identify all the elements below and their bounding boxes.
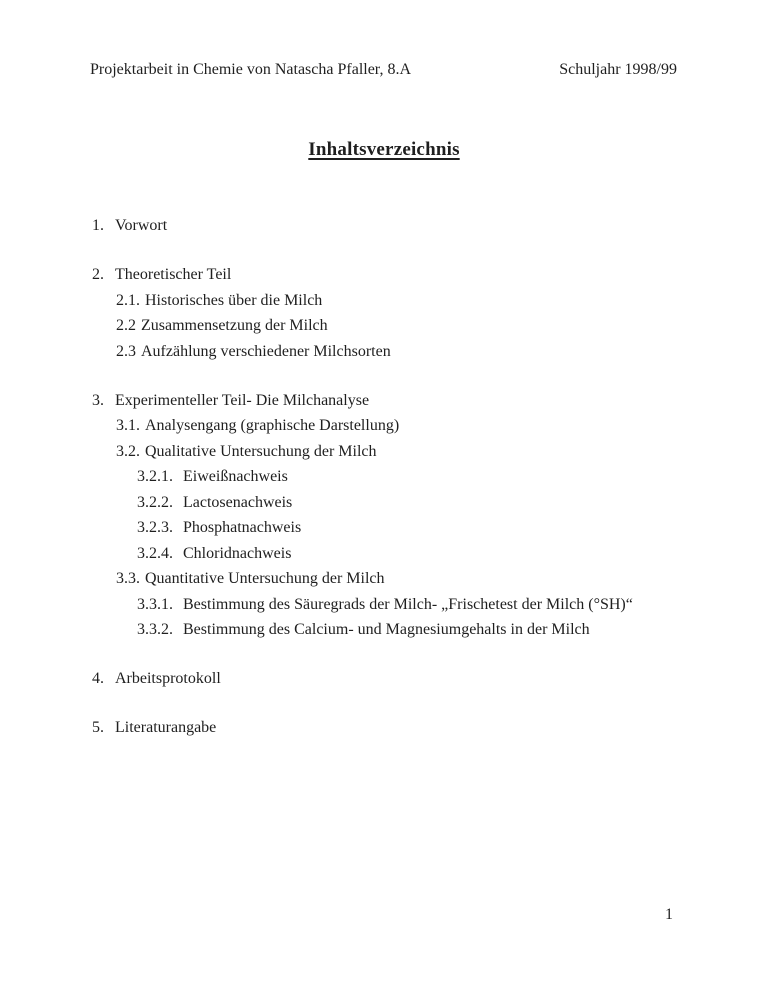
toc-list — [92, 213, 718, 741]
header-right-text: Schuljahr 1998/99 — [559, 61, 677, 78]
toc-entry — [92, 388, 718, 414]
toc-entry — [92, 617, 718, 643]
toc-entry — [92, 439, 718, 465]
toc-entry-number: 3.2.3. — [137, 519, 173, 536]
toc-entry-label: Literaturangabe — [115, 719, 217, 736]
toc-entry — [92, 666, 718, 692]
toc-entry-label: Arbeitsprotokoll — [115, 670, 221, 687]
toc-entry-label: Eiweißnachweis — [183, 468, 288, 485]
toc-entry-number: 3. — [92, 391, 104, 409]
toc-entry-number: 2.3 — [116, 342, 136, 360]
toc-entry — [92, 490, 718, 516]
toc-entry-number: 3.3.2. — [137, 621, 173, 638]
toc-entry-label: Historisches über die Milch — [145, 291, 323, 309]
toc-entry-number: 2. — [92, 266, 104, 283]
toc-entry — [92, 566, 718, 592]
toc-entry-number: 3.3. — [116, 570, 140, 587]
toc-entry-number: 2.2 — [116, 317, 136, 334]
toc-entry-label: Quantitative Untersuchung der Milch — [145, 570, 385, 587]
toc-entry — [92, 413, 718, 439]
toc-entry — [92, 262, 718, 288]
toc-entry — [92, 715, 718, 741]
toc-entry — [92, 339, 718, 365]
toc-entry-number: 3.2. — [116, 442, 140, 460]
toc-entry-number: 1. — [92, 217, 104, 234]
page-title: Inhaltsverzeichnis — [308, 139, 460, 160]
toc-entry-number: 3.2.1. — [137, 468, 173, 485]
toc-entry-label: Bestimmung des Säuregrads der Milch- „Frischetest der Milch (°SH)“ — [183, 595, 633, 613]
toc-entry — [92, 288, 718, 314]
toc-entry-label: Analysengang (graphische Darstellung) — [145, 417, 400, 434]
toc-entry-number: 3.2.4. — [137, 544, 173, 562]
toc-entry — [92, 541, 718, 567]
toc-entry-label: Aufzählung verschiedener Milchsorten — [141, 342, 391, 360]
toc-entry — [92, 464, 718, 490]
toc-entry-number: 5. — [92, 719, 104, 736]
toc-entry-number: 3.3.1. — [137, 595, 173, 613]
toc-entry-number: 3.1. — [116, 417, 140, 434]
toc-entry-number: 2.1. — [116, 291, 140, 309]
toc-entry-number: 3.2.2. — [137, 493, 173, 511]
toc-entry — [92, 313, 718, 339]
toc-entry-label: Phosphatnachweis — [183, 519, 302, 536]
page-header — [90, 61, 677, 79]
toc-entry-label: Qualitative Untersuchung der Milch — [145, 442, 377, 460]
header-left-text: Projektarbeit in Chemie von Natascha Pfaller, 8.A — [90, 61, 412, 78]
toc-entry-label: Theoretischer Teil — [115, 266, 232, 283]
toc-entry-label: Chloridnachweis — [183, 544, 292, 562]
toc-entry-label: Zusammensetzung der Milch — [141, 317, 328, 334]
toc-entry — [92, 515, 718, 541]
toc-entry — [92, 213, 718, 239]
page-number: 1 — [665, 906, 673, 923]
toc-entry-label: Bestimmung des Calcium- und Magnesiumgehalts in der Milch — [183, 621, 590, 638]
toc-entry-label: Lactosenachweis — [183, 493, 293, 511]
toc-entry-number: 4. — [92, 670, 104, 687]
toc-entry-label: Vorwort — [115, 217, 168, 234]
toc-entry-label: Experimenteller Teil- Die Milchanalyse — [115, 391, 370, 409]
toc-entry — [92, 592, 718, 618]
